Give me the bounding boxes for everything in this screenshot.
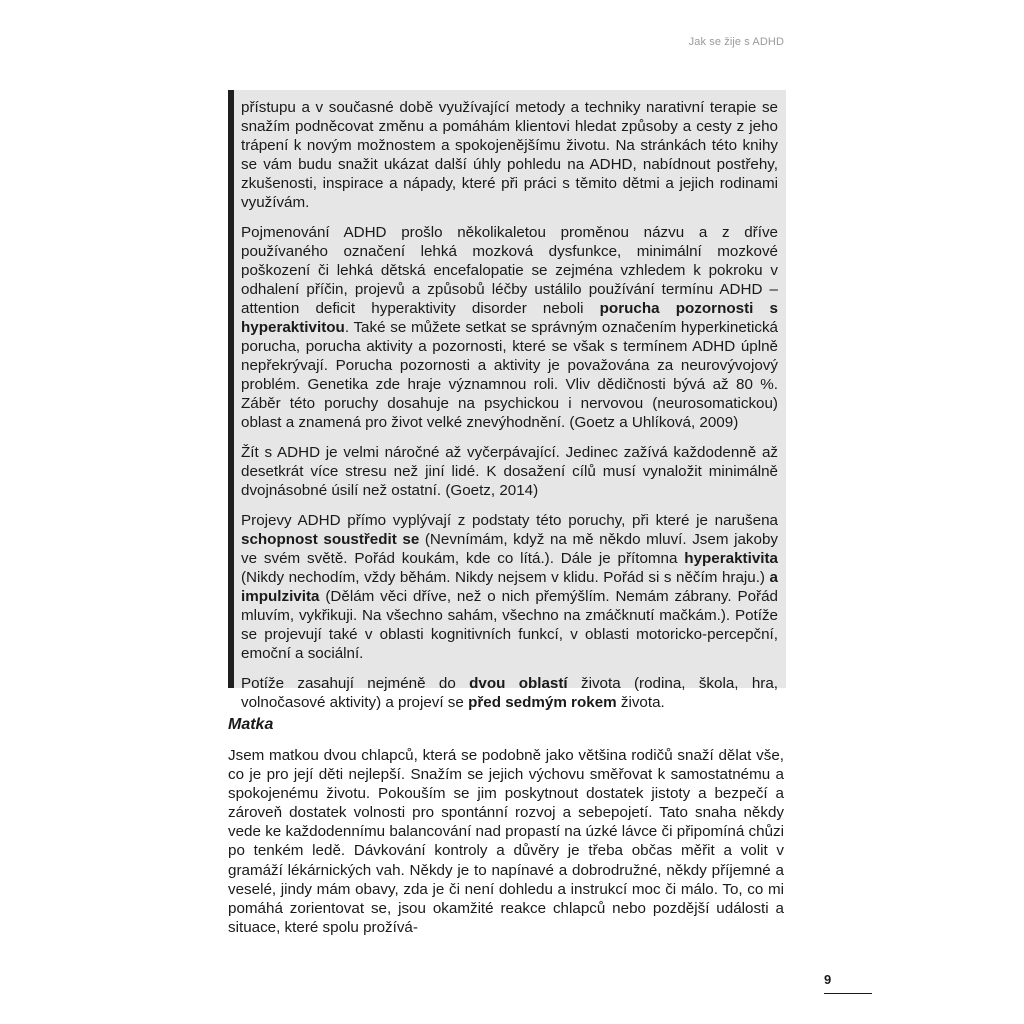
emphasis: a impulzivita — [241, 569, 778, 605]
text-span: života. — [616, 694, 665, 711]
emphasis: porucha pozornosti s hyperaktivitou — [241, 300, 778, 336]
text-span: života (rodina, škola, hra, volnočasové aktivity) a projeví se — [241, 675, 778, 711]
text-span: . Také se můžete setkat se správným označením hyperkinetická porucha, porucha aktivity a pozornosti, které se však s termínem ADHD úplně nepřekrývají. Porucha pozornosti a aktivity je považována za neurovývojový problém. Genetika zde hraje významnou roli. Vliv dědičnosti bývá až 80 %. Záběr této poruchy dosahuje na psychickou i nervovou (neurosomatickou) oblast a znamená pro život velké znevýhodnění. (Goetz a Uhlíková, 2009) — [241, 319, 778, 431]
text-span: Pojmenování ADHD prošlo několikaletou proměnou názvu a z dříve používaného označení lehká mozková dysfunkce, minimální mozkové poškození či lehká dětská encefalopatie se zejména vzhledem k pokroku v odhalení příčin, projevů a způsobů léčby ustálilo používání termínu ADHD – attention deficit hyperaktivity disorder neboli — [241, 224, 778, 317]
text-span: (Nikdy nechodím, vždy běhám. Nikdy nejsem v klidu. Pořád si s něčím hraju.) — [241, 569, 770, 586]
page-number: 9 — [824, 972, 832, 987]
box-paragraph — [241, 511, 778, 663]
emphasis: dvou oblastí — [469, 675, 568, 692]
emphasis: hyperaktivita — [684, 550, 778, 567]
text-span: (Dělám věci dříve, než o nich přemýšlím. Nemám zábrany. Pořád mluvím, vykřikuji. Na všechno sahám, všechno na zmáčknutí mačkám.). Potíže se projevují také v oblasti kognitivních funkcí, v oblasti motoricko-percepční, emoční a sociální. — [241, 588, 778, 662]
emphasis: schopnost soustředit se — [241, 531, 420, 548]
text-span: Potíže zasahují nejméně do — [241, 675, 470, 692]
emphasis: před sedmým rokem — [468, 694, 617, 711]
text-span: Projevy ADHD přímo vyplývají z podstaty této poruchy, při které je narušena — [241, 512, 778, 529]
running-head: Jak se žije s ADHD — [688, 36, 784, 48]
body-paragraph: Jsem matkou dvou chlapců, která se podobně jako většina rodičů snaží dělat vše, co je pro její děti nejlepší. Snažím se jejich výchovu směřovat k samostatnému a spokojenému životu. Pokouším se jim poskytnout dostatek jistoty a bezpečí a zároveň dostatek volnosti pro spontánní rozvoj a sebepojetí. Tato snaha někdy vede ke každodennímu balancování nad propastí na úzké lávce či připomíná chůzi po tenkém ledě. Dávkování kontroly a důvěry je třeba občas měřit a volit v gramáží lékárnických vah. Někdy je to napínavé a dobrodružné, někdy příjemné a veselé, jindy mám obavy, zda je či není dohledu a instrukcí moc či málo. To, co mi pomáhá zorientovat se, jsou okamžité reakce chlapců nebo pozdější události a situace, které spolu prožívá- — [228, 747, 784, 936]
page-number-rule — [824, 993, 872, 994]
box-accent-bar — [228, 90, 234, 688]
info-box — [228, 90, 786, 711]
section-heading: Matka — [228, 716, 274, 733]
box-paragraph: Žít s ADHD je velmi náročné až vyčerpávající. Jedinec zažívá každodenně až desetkrát více stresu než jiní lidé. K dosažení cílů musí vynaložit minimálně dvojnásobné úsilí než ostatní. (Goetz, 2014) — [241, 444, 778, 499]
box-paragraph — [241, 674, 778, 712]
box-paragraph: přístupu a v současné době využívající metody a techniky narativní terapie se snažím podněcovat změnu a pomáhám klientovi hledat způsoby a cesty z jeho trápení k novým možnostem a spokojenějšímu životu. Na stránkách této knihy se vám budu snažit ukázat další úhly pohledu na ADHD, nabídnout postřehy, zkušenosti, inspirace a nápady, které při práci s těmito dětmi a jejich rodinami využívám. — [241, 99, 778, 211]
text-span: (Nevnímám, když na mě někdo mluví. Jsem jakoby ve svém světě. Pořád koukám, kde co lítá.). Dále je přítomna — [241, 531, 778, 567]
box-text — [241, 98, 778, 723]
box-paragraph — [241, 223, 778, 432]
